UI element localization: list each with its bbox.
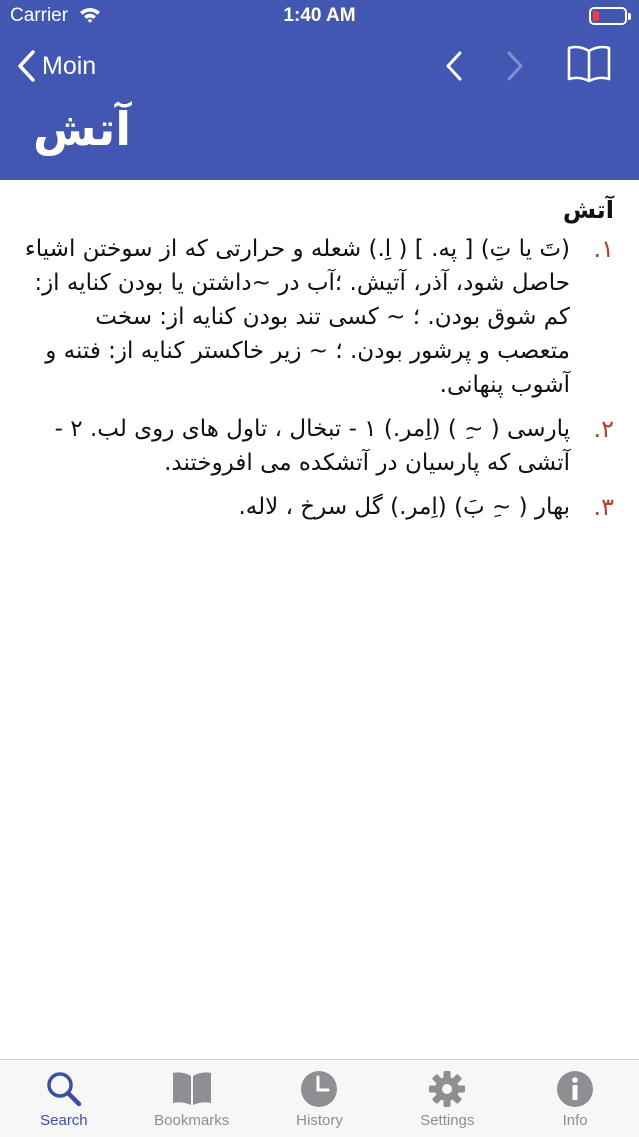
definition-number: ۲. bbox=[593, 415, 614, 443]
page-title: آتش bbox=[33, 102, 132, 156]
definition-number: ۳. bbox=[593, 493, 614, 521]
entry-content bbox=[22, 196, 614, 534]
chevron-left-icon bbox=[16, 49, 36, 83]
book-icon bbox=[170, 1070, 214, 1108]
tab-label: Info bbox=[562, 1112, 588, 1129]
tab-label: Bookmarks bbox=[154, 1112, 230, 1129]
previous-entry-button[interactable] bbox=[442, 50, 466, 86]
clock-icon bbox=[299, 1070, 339, 1108]
definition-list bbox=[22, 232, 614, 524]
definition-item bbox=[22, 412, 614, 480]
tab-label: History bbox=[296, 1112, 343, 1129]
info-icon bbox=[555, 1070, 595, 1108]
definition-item bbox=[22, 232, 614, 402]
back-button-label: Moin bbox=[42, 51, 97, 80]
tab-bookmarks[interactable] bbox=[128, 1060, 256, 1137]
chevron-left-icon bbox=[442, 50, 466, 82]
tab-search[interactable] bbox=[0, 1060, 128, 1137]
tab-bar bbox=[0, 1059, 639, 1137]
definition-text: (تَ یا تِ) [ په. ] ( اِ.) شعله و حرارتی که از سوختن اشیاء حاصل شود، آذر، آتیش. ؛آب در ~داشتن یا بودن کنایه از: کم شوق بودن. ؛ ~ کسی تند بودن کنایه از: سخت متعصب و پرشور بودن. ؛ ~ زیر خاکستر کنایه از: فتنه و آشوب پنهانی. bbox=[24, 236, 570, 398]
book-button[interactable] bbox=[566, 44, 612, 88]
clock-time: 1:40 AM bbox=[283, 5, 356, 26]
back-button[interactable] bbox=[16, 46, 96, 86]
battery-icon bbox=[589, 7, 627, 25]
definition-text: بهار ( ~ِ بَ) (اِمر.) گل سرخ ، لاله. bbox=[238, 494, 570, 520]
tab-label: Settings bbox=[420, 1112, 475, 1129]
chevron-right-icon bbox=[503, 50, 527, 82]
tab-settings[interactable] bbox=[383, 1060, 511, 1137]
tab-info[interactable] bbox=[511, 1060, 639, 1137]
definition-text: پارسی ( ~ِ ) (اِمر.) ۱ - تبخال ، تاول های روی لب. ۲ - آتشی که پارسیان در آتشکده می افروختند. bbox=[54, 416, 570, 476]
status-bar bbox=[0, 0, 639, 34]
navigation-header bbox=[0, 0, 639, 180]
entry-headword: آتش bbox=[562, 196, 614, 224]
definition-item bbox=[22, 490, 614, 524]
tab-history[interactable] bbox=[256, 1060, 384, 1137]
tab-label: Search bbox=[40, 1112, 88, 1129]
next-entry-button[interactable] bbox=[503, 50, 527, 86]
search-icon bbox=[44, 1070, 84, 1108]
book-icon bbox=[566, 44, 612, 84]
definition-number: ۱. bbox=[593, 235, 614, 263]
gear-icon bbox=[427, 1070, 467, 1108]
carrier-label: Carrier bbox=[10, 5, 69, 26]
